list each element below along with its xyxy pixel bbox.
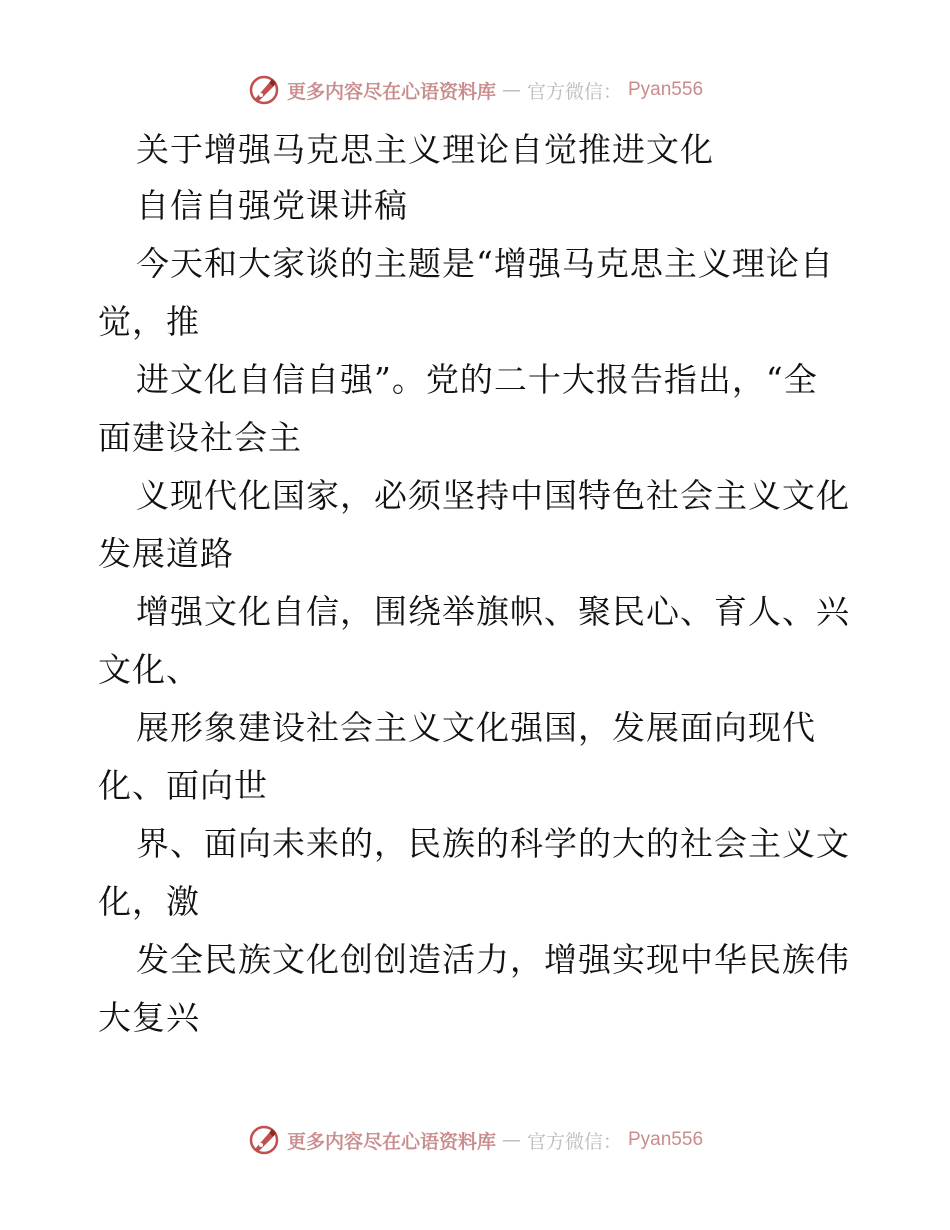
pen-nib-logo-icon: [247, 73, 281, 107]
header-banner: [0, 70, 950, 110]
doc-line: 面建设社会主: [98, 418, 302, 457]
doc-line: 发展道路: [98, 534, 234, 573]
doc-line: 发全民族文化创创造活力，增强实现中华民族伟: [136, 940, 850, 979]
doc-line: 觉，推: [98, 302, 200, 341]
banner-wechat-label: 官方微信：: [526, 80, 622, 103]
pen-nib-logo-icon: [247, 1123, 281, 1157]
banner-wechat-label: 官方微信：: [526, 1130, 622, 1153]
doc-title-line-1: 关于增强马克思主义理论自觉推进文化: [136, 130, 714, 169]
banner-wechat-id: Pyan556: [628, 1129, 704, 1150]
footer-banner: [0, 1120, 950, 1160]
doc-line: 今天和大家谈的主题是“增强马克思主义理论自: [136, 244, 834, 283]
doc-line: 展形象建设社会主义文化强国，发展面向现代: [136, 708, 816, 747]
doc-title-line-2: 自信自强党课讲稿: [136, 186, 408, 225]
doc-line: 大复兴: [98, 998, 200, 1037]
banner-main-text: 更多内容尽在心语资料库: [286, 80, 496, 103]
doc-line: 化、面向世: [98, 766, 268, 805]
doc-line: 义现代化国家，必须坚持中国特色社会主义文化: [136, 476, 850, 515]
doc-line: 界、面向未来的，民族的科学的大的社会主义文: [136, 824, 850, 863]
banner-main-text: 更多内容尽在心语资料库: [286, 1130, 496, 1153]
banner-separator: —: [501, 1129, 521, 1151]
banner-separator: —: [501, 79, 521, 101]
doc-line: 进文化自信自强”。党的二十大报告指出，“全: [136, 360, 818, 399]
doc-line: 增强文化自信，围绕举旗帜、聚民心、育人、兴: [136, 592, 850, 631]
doc-line: 化，激: [98, 882, 200, 921]
doc-line: 文化、: [98, 650, 200, 689]
banner-wechat-id: Pyan556: [628, 79, 704, 100]
